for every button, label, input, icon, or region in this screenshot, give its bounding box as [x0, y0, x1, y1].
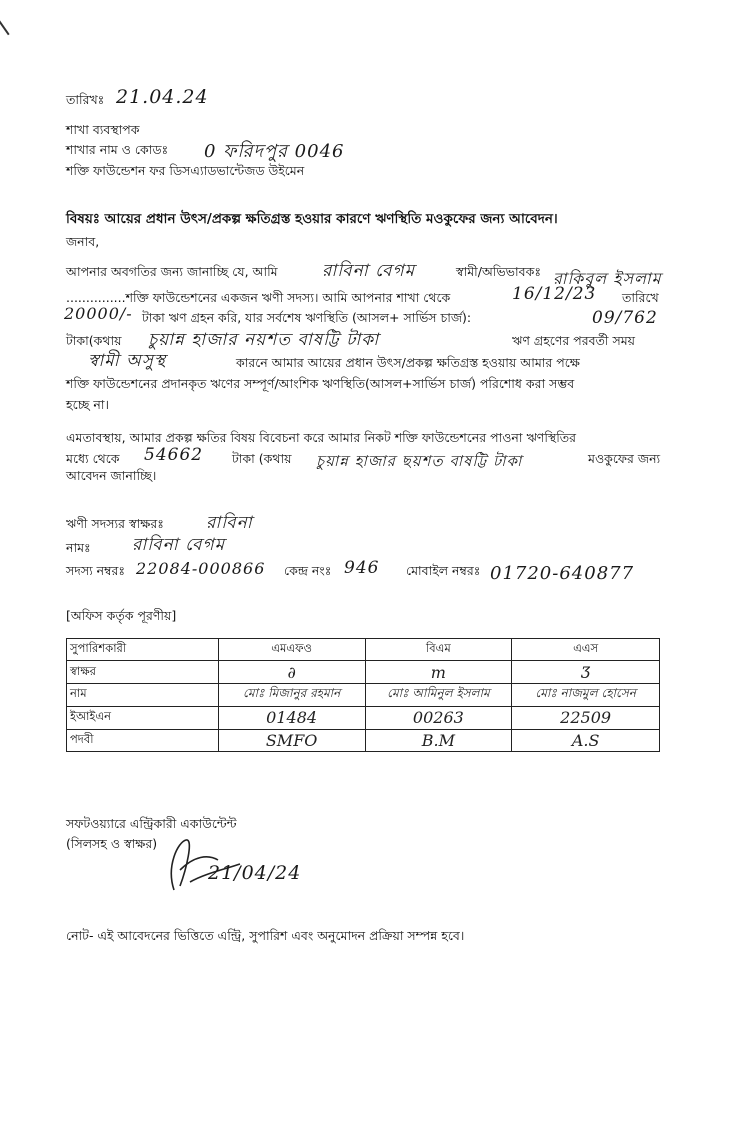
- branch-label: শাখার নাম ও কোডঃ: [66, 142, 169, 157]
- para1-line2a: ...............শক্তি ফাউন্ডেশনের একজন ঋণী সদস্য। আমি আপনার শাখা থেকে: [66, 290, 451, 305]
- row-label: পদবী: [67, 729, 219, 751]
- table-row: [67, 683, 660, 706]
- as-signature-mark: Ӡ: [581, 662, 591, 682]
- waive-words-handwritten: চুয়ান্ন হাজার ছয়শত বাষট্টি টাকা: [316, 452, 523, 470]
- para1-line4b: ঋণ গ্রহণের পরবর্তী সময়: [512, 333, 636, 348]
- branch-manager: শাখা ব্যবস্থাপক: [66, 122, 140, 137]
- para1-line5b: কারনে আমার আয়ের প্রধান উৎস/প্রকল্প ক্ষতিগ্রস্ত হওয়ায় আমার পক্ষে: [236, 355, 580, 370]
- table-cell: 00263: [365, 707, 512, 729]
- loan-balance-handwritten: 09/762: [592, 308, 658, 328]
- member-number-label: সদস্য নম্বরঃ: [66, 563, 126, 578]
- para2-line1: এমতাবস্থায়, আমার প্রকল্প ক্ষতির বিষয় বিবেচনা করে আমার নিকট শক্তি ফাউন্ডেশনের পাওনা ঋণস্থিতির: [66, 430, 577, 445]
- amount-words-handwritten: চুয়ান্ন হাজার নয়শত বাষট্টি টাকা: [148, 330, 380, 350]
- para1-line1b: স্বামী/অভিভাবকঃ: [456, 264, 541, 279]
- member-signature-label: ঋণী সদস্যর স্বাক্ষরঃ: [66, 516, 164, 531]
- mfo-signature-mark: ∂: [287, 662, 296, 682]
- branch-value: 0 ফরিদপুর 0046: [204, 141, 345, 162]
- mobile-number-label: মোবাইল নম্বরঃ: [406, 563, 481, 578]
- member-number-handwritten: 22084-000866: [136, 559, 266, 578]
- loan-date-handwritten: 16/12/23: [512, 284, 597, 304]
- table-cell: মোঃ নাজমুল হোসেন: [512, 683, 660, 706]
- para1-line2b: তারিখে: [622, 290, 659, 305]
- center-number-handwritten: 946: [344, 558, 380, 578]
- table-header-cell: সুপারিশকারী: [67, 639, 219, 661]
- para1-line7: হচ্ছে না।: [66, 397, 109, 412]
- recommendation-table: [66, 638, 660, 752]
- table-header-cell: এমএফও: [218, 639, 365, 661]
- para2-line2a: মধ্যে থেকে: [66, 451, 120, 466]
- date-label: তারিখঃ: [66, 92, 105, 107]
- organization-name: শক্তি ফাউন্ডেশন ফর ডিসএ্যাডভান্টেজড উইমেন: [66, 163, 305, 178]
- para1-line4a: টাকা(কথায়: [66, 333, 122, 348]
- date-value: 21.04.24: [116, 86, 209, 108]
- office-use-label: [অফিস কর্তৃক পূরণীয়]: [66, 608, 177, 623]
- paper-corner-mark: [0, 9, 18, 36]
- para2-line2b: টাকা (কথায়: [232, 451, 292, 466]
- para1-line6: শক্তি ফাউন্ডেশনের প্রদানকৃত ঋণের সম্পূর্ণ/আংশিক ঋণস্থিতি(আসল+সার্ভিস চার্জ) পরিশোধ করা সম্ভব: [66, 376, 575, 391]
- row-label: নাম: [67, 683, 219, 706]
- member-name-label: নামঃ: [66, 540, 91, 555]
- reason-handwritten: স্বামী অসুস্থ: [88, 351, 167, 371]
- salutation: জনাব,: [66, 234, 100, 249]
- subject: বিষয়ঃ আয়ের প্রধান উৎস/প্রকল্প ক্ষতিগ্রস্ত হওয়ার কারণে ঋণস্থিতি মওকুফের জন্য আবেদন।: [66, 211, 558, 227]
- table-row: [67, 707, 660, 729]
- table-header-cell: বিএম: [365, 639, 512, 661]
- para2-line3: আবেদন জানাচ্ছি।: [66, 468, 157, 483]
- para1-line1a: আপনার অবগতির জন্য জানাচ্ছি যে, আমি: [66, 264, 278, 279]
- table-row: [67, 661, 660, 683]
- husband-name-handwritten: রাকিবুল ইসলাম: [553, 269, 662, 288]
- table-cell: SMFO: [218, 729, 365, 751]
- member-name-handwritten: রাবিনা বেগম: [132, 535, 226, 555]
- bm-signature-mark: m: [430, 662, 446, 682]
- table-cell: B.M: [365, 729, 512, 751]
- table-cell: A.S: [512, 729, 660, 751]
- table-cell: মোঃ আমিনুল ইসলাম: [365, 683, 512, 706]
- waive-amount-handwritten: 54662: [144, 445, 204, 465]
- table-cell: 01484: [218, 707, 365, 729]
- table-cell: মোঃ মিজানুর রহমান: [218, 683, 365, 706]
- accountant-label: সফটওয়্যারে এন্ট্রিকারী একাউন্টেন্ট: [66, 816, 237, 831]
- center-number-label: কেন্দ্র নংঃ: [284, 563, 332, 578]
- applicant-name-handwritten: রাবিনা বেগম: [322, 261, 416, 281]
- table-cell: 22509: [512, 707, 660, 729]
- row-label: স্বাক্ষর: [67, 661, 219, 683]
- accountant-seal-label: (সিলসহ ও স্বাক্ষর): [66, 836, 158, 851]
- member-signature-handwritten: রাবিনা: [206, 513, 253, 533]
- table-header-row: [67, 639, 660, 661]
- table-row: [67, 729, 660, 751]
- note: নোট- এই আবেদনের ভিত্তিতে এন্ট্রি, সুপারিশ এবং অনুমোদন প্রক্রিয়া সম্পন্ন হবে।: [66, 928, 465, 943]
- table-header-cell: এএস: [512, 639, 660, 661]
- accountant-date-handwritten: 21/04/24: [208, 862, 302, 884]
- para1-line3a: টাকা ঋণ গ্রহন করি, যার সর্বশেষ ঋণস্থিতি (আসল+ সার্ভিস চার্জ):: [142, 310, 472, 325]
- signature-cell: [365, 661, 512, 683]
- para2-line2c: মওকুফের জন্য: [588, 451, 661, 466]
- signature-cell: [218, 661, 365, 683]
- loan-amount-handwritten: 20000/-: [64, 304, 133, 323]
- signature-cell: [512, 661, 660, 683]
- row-label: ইআইএন: [67, 707, 219, 729]
- mobile-number-handwritten: 01720-640877: [490, 563, 635, 584]
